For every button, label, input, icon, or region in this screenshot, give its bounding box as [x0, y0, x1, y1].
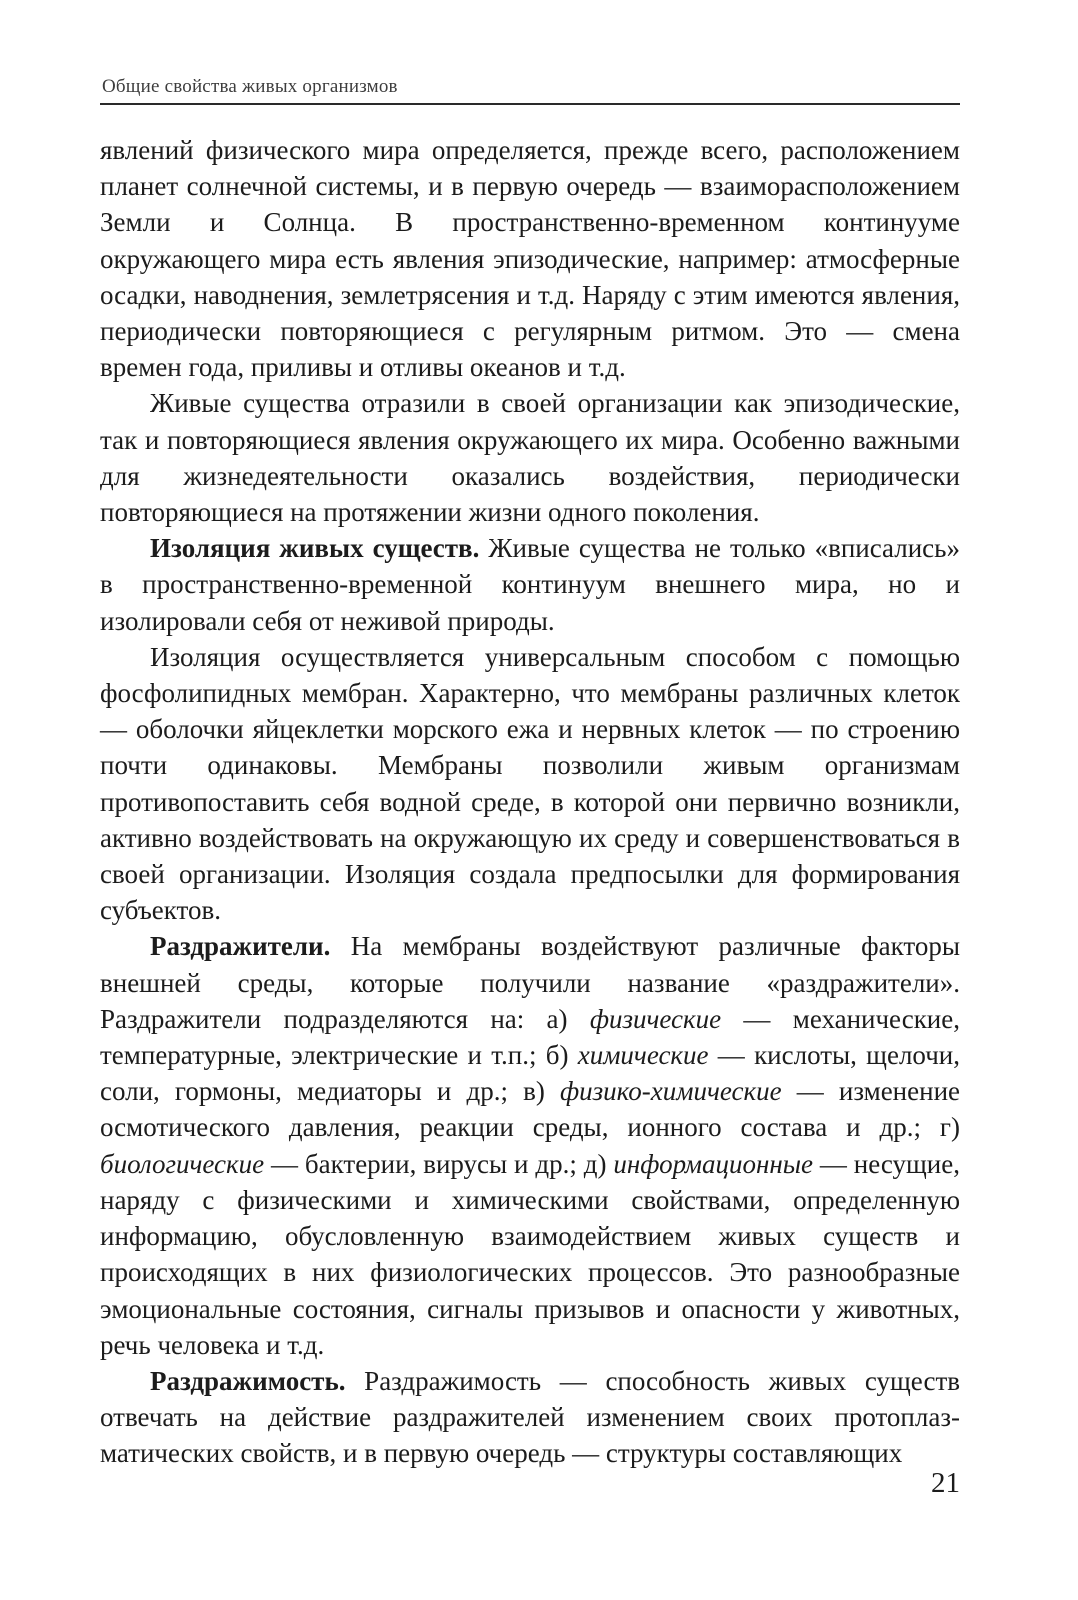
body-text [100, 132, 960, 1472]
header-rule [100, 103, 960, 105]
paragraph-1: явлений физического мира определяется, прежде всего, расположением планет солнечной системы, и в первую очередь — взаиморасположением Земли и Солнца. В пространственно-временном континууме окружающего мира есть явления эпизодические, например: атмосферные осадки, наводнения, землетрясения и т.д. Наряду с этим имеются явления, периодически повторяющиеся с регулярным ритмом. Это — смена времен года, приливы и отливы океанов и т.д. [100, 135, 960, 383]
section-heading-irritability: Раздражимость. [150, 1365, 346, 1396]
term-informational: информационные [613, 1148, 814, 1179]
running-head: Общие свойства живых организмов [102, 76, 398, 97]
paragraph-5-text-1: На мембраны воздействуют различные факторы внешней среды, которые получили название «раздражители». Раздражители подразделяются на: а) [100, 931, 960, 1034]
section-heading-isolation: Изоляция живых существ. [150, 533, 480, 564]
paragraph-4: Изоляция осуществляется универсальным способом с помощью фосфолипидных мембран. Характерно, что мембраны различных клеток — оболочки яйцеклетки морского ежа и нервных клеток — по строению почти одинаковы. Мембраны позволили живым организмам противопоставить себя водной среде, в которой они первично возникли, активно воздействовать на окружающую их среду и совершенствоваться в своей организации. Изоляция создала предпосылки для формирования субъектов. [100, 641, 960, 926]
term-chemical: химические [577, 1040, 709, 1071]
paragraph-5-text-5: — бактерии, вирусы и др.; д) [264, 1148, 614, 1179]
paragraph-5-text-6: — несущие, наряду с физическими и химическими свойствами, определенную информацию, обусловленную взаимодействием живых существ и происходящих в них физиологических процессов. Это разнообразные эмоциональные состояния, сигналы призывов и опасности у животных, речь человека и т.д. [100, 1148, 960, 1360]
paragraph-6-text: Раздражимость — способность живых существ отвечать на действие раздражителей изменением своих протоплазматических свойств, и в первую очередь — структуры составляющих [100, 1365, 960, 1469]
term-physical: физические [589, 1003, 722, 1034]
paragraph-3-text: Живые существа не только «вписались» в пространственно-временной континуум внешнего мира, но и изолировали себя от неживой природы. [100, 533, 960, 636]
term-biological: биологические [100, 1148, 265, 1179]
paragraph-6 [100, 1363, 960, 1472]
paragraph-5-text-3: — кислоты, щелочи, соли, гормоны, медиаторы и др.; в) [100, 1040, 961, 1107]
page-number: 21 [931, 1467, 960, 1499]
term-physicochemical: физико-химические [559, 1076, 782, 1107]
paragraph-5-text-4: — изменение осмотического давления, реакции среды, ионного состава и др.; г) [100, 1076, 960, 1143]
paragraph-3 [100, 530, 960, 639]
paragraph-2: Живые существа отразили в своей организации как эпизодические, так и повторяющиеся явления окружающего их мира. Особенно важными для жизнедеятельности оказались воздействия, периодически повторяющиеся на протяжении жизни одного поколения. [100, 388, 960, 528]
paragraph-5-text-2: — механические, температурные, электрические и т.п.; б) [100, 1003, 960, 1071]
section-heading-stimuli: Раздражители. [150, 931, 331, 962]
paragraph-5 [100, 928, 960, 1362]
